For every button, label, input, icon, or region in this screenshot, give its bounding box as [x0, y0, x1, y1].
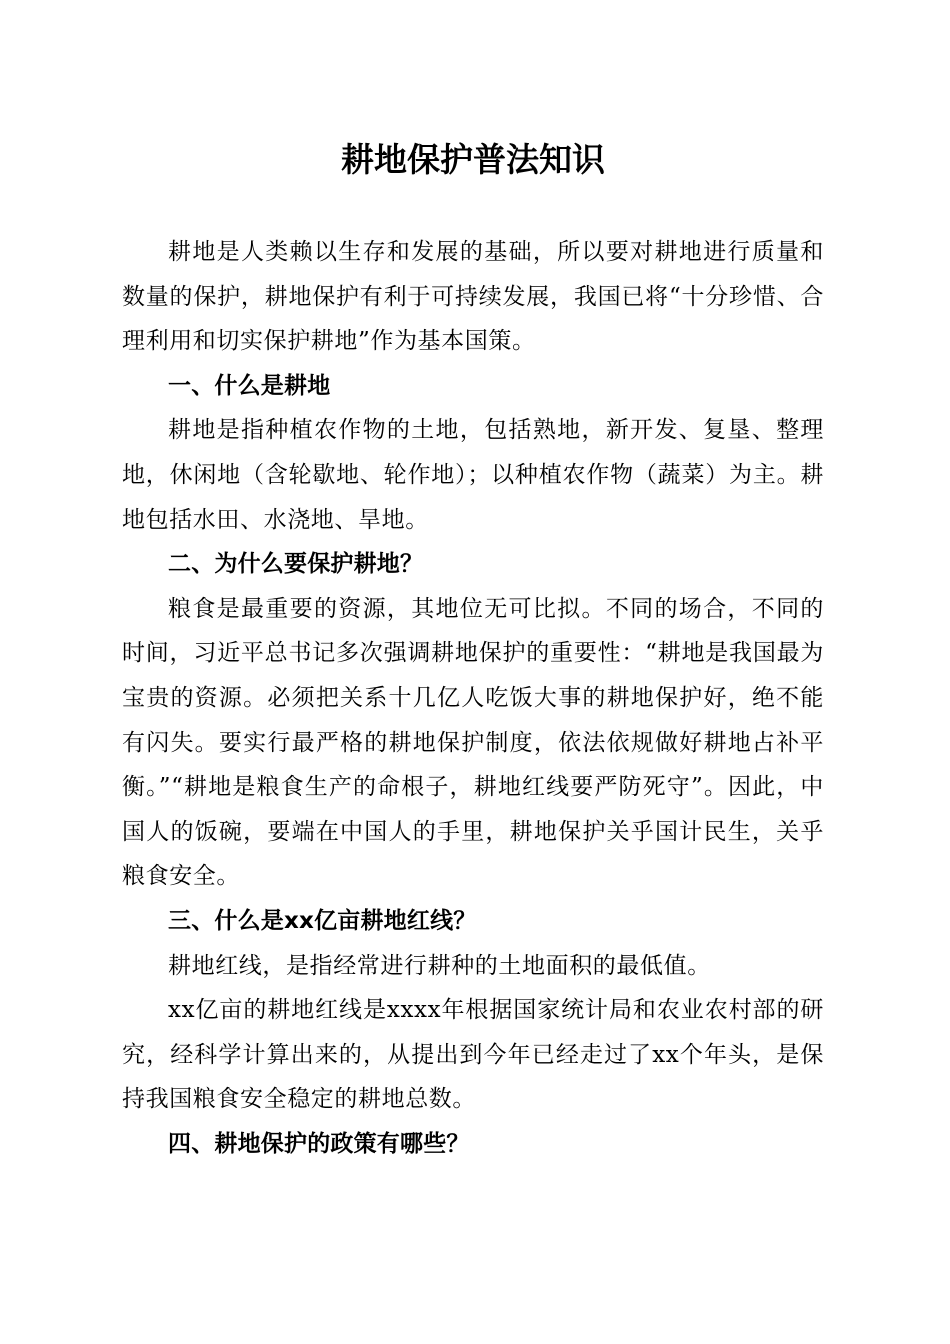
document-body	[122, 230, 824, 1166]
section-heading-3: 三、什么是xx亿亩耕地红线？	[168, 907, 477, 934]
section-heading-2: 二、为什么要保护耕地？	[168, 551, 424, 578]
section-paragraph-2: 粮食是最重要的资源，其地位无可比拟。不同的场合，不同的时间，习近平总书记多次强调耕地保护的重要性：“耕地是我国最为宝贵的资源。必须把关系十几亿人吃饭大事的耕地保护好，绝不能有闪失。要实行最严格的耕地保护制度，依法依规做好耕地占补平衡。”“耕地是粮食生产的命根子，耕地红线要严防死守”。因此，中国人的饭碗，要端在中国人的手里，耕地保护关乎国计民生，关乎粮食安全。	[122, 595, 824, 890]
intro-paragraph: 耕地是人类赖以生存和发展的基础，所以要对耕地进行质量和数量的保护，耕地保护有利于可持续发展，我国已将“十分珍惜、合理利用和切实保护耕地”作为基本国策。	[122, 239, 824, 355]
section-paragraph-1: 耕地是指种植农作物的土地，包括熟地，新开发、复垦、整理地，休闲地（含轮歇地、轮作地）；以种植农作物（蔬菜）为主。耕地包括水田、水浇地、旱地。	[122, 417, 824, 533]
section-heading-4: 四、耕地保护的政策有哪些？	[168, 1130, 470, 1157]
section-heading-1: 一、什么是耕地	[168, 372, 331, 399]
section-paragraph-3a: 耕地红线，是指经常进行耕种的土地面积的最低值。	[168, 952, 711, 979]
section-paragraph-3b: xx亿亩的耕地红线是xxxx年根据国家统计局和农业农村部的研究，经科学计算出来的，从提出到今年已经走过了xx个年头，是保持我国粮食安全稳定的耕地总数。	[122, 997, 824, 1113]
document-title: 耕地保护普法知识	[341, 140, 605, 179]
